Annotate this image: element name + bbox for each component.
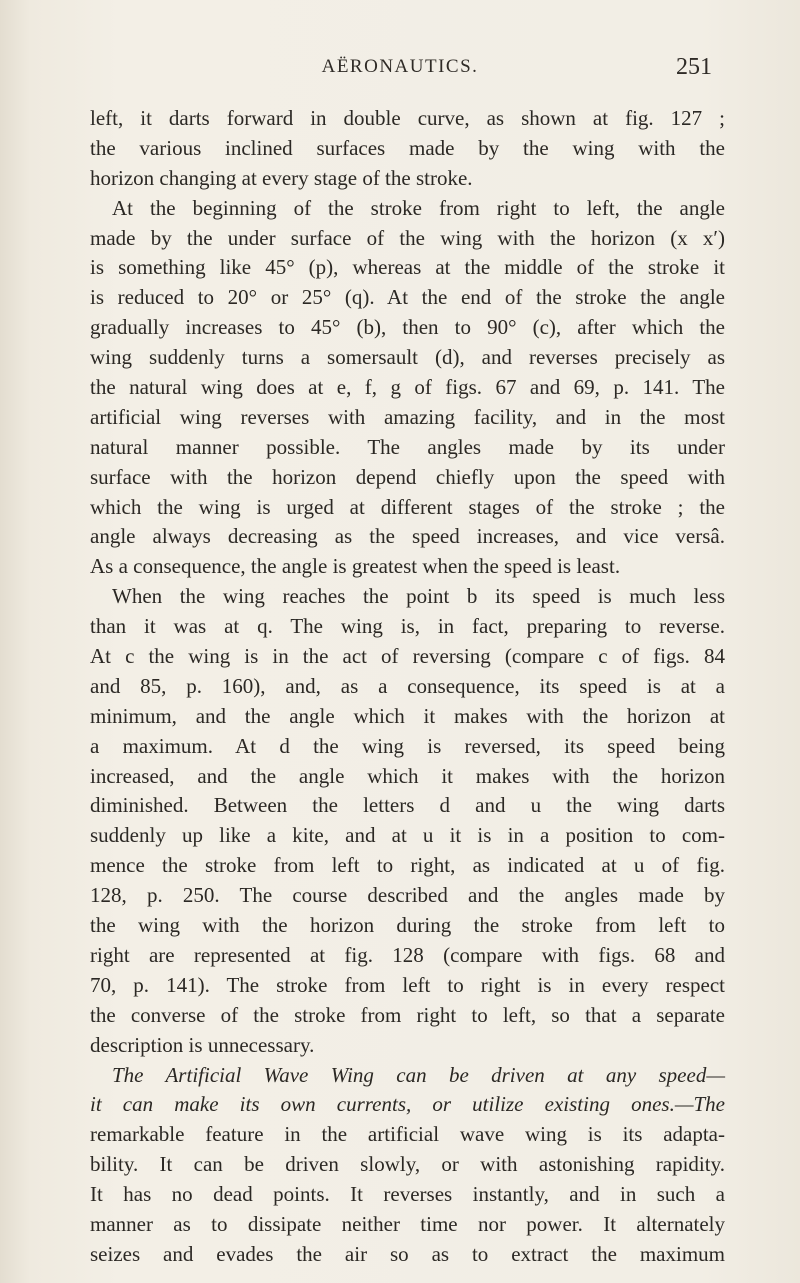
text-line: mence the stroke from left to right, as indicated at u of fig.	[90, 853, 725, 878]
text-line: suddenly up like a kite, and at u it is in a position to com-	[90, 823, 725, 848]
text-line: diminished. Between the letters d and u the wing darts	[90, 793, 725, 818]
text-line: a maximum. At d the wing is reversed, its speed being	[90, 733, 725, 758]
text-line: surface with the horizon depend chiefly upon the speed with	[90, 464, 725, 489]
text-line: 128, p. 250. The course described and the angles made by	[90, 883, 725, 908]
page-header	[0, 56, 800, 86]
text-line: is reduced to 20° or 25° (q). At the end of the stroke the angle	[90, 285, 725, 310]
running-title: AËRONAUTICS.	[321, 56, 479, 77]
text-line: made by the under surface of the wing with the horizon (x x′)	[90, 225, 725, 250]
text-line: increased, and the angle which it makes with the horizon	[90, 763, 725, 788]
section-heading-line: The Artificial Wave Wing can be driven at any speed—	[112, 1062, 725, 1087]
text-line: the converse of the stroke from right to left, so that a separate	[90, 1002, 725, 1027]
text-line: angle always decreasing as the speed increases, and vice versâ.	[90, 524, 725, 549]
text-line: the wing with the horizon during the stroke from left to	[90, 913, 725, 938]
text-line: gradually increases to 45° (b), then to 90° (c), after which the	[90, 315, 725, 340]
paragraph-start-line: At the beginning of the stroke from right to left, the angle	[112, 195, 725, 220]
text-line: left, it darts forward in double curve, as shown at fig. 127 ;	[90, 106, 725, 130]
text-line: wing suddenly turns a somersault (d), and reverses precisely as	[90, 345, 725, 370]
text-line: description is unnecessary.	[90, 1032, 315, 1057]
page-number: 251	[676, 54, 712, 80]
text-line: 70, p. 141). The stroke from left to right is in every respect	[90, 972, 725, 997]
text-line: the various inclined surfaces made by the wing with the	[90, 135, 725, 160]
text-line: bility. It can be driven slowly, or with astonishing rapidity.	[90, 1152, 725, 1177]
text-line: seizes and evades the air so as to extract the maximum	[90, 1241, 725, 1266]
text-line: right are represented at fig. 128 (compare with figs. 68 and	[90, 942, 725, 967]
text-line: the natural wing does at e, f, g of figs. 67 and 69, p. 141. The	[90, 375, 725, 400]
text-line: As a consequence, the angle is greatest when the speed is least.	[90, 554, 621, 579]
text-line: It has no dead points. It reverses instantly, and in such a	[90, 1182, 725, 1207]
text-line: remarkable feature in the artificial wave wing is its adapta-	[90, 1122, 725, 1147]
text-line: is something like 45° (p), whereas at the middle of the stroke it	[90, 255, 725, 280]
text-line: At c the wing is in the act of reversing (compare c of figs. 84	[90, 644, 725, 669]
section-heading-line: it can make its own currents, or utilize existing ones.—The	[90, 1092, 725, 1117]
text-line: manner as to dissipate neither time nor power. It alternately	[90, 1211, 725, 1236]
text-line: which the wing is urged at different stages of the stroke ; the	[90, 494, 725, 519]
text-line: than it was at q. The wing is, in fact, preparing to reverse.	[90, 614, 725, 639]
text-line: and 85, p. 160), and, as a consequence, its speed is at a	[90, 673, 725, 698]
text-line: horizon changing at every stage of the stroke.	[90, 165, 473, 190]
text-line: minimum, and the angle which it makes with the horizon at	[90, 703, 725, 728]
text-line: artificial wing reverses with amazing facility, and in the most	[90, 404, 725, 429]
text-line: natural manner possible. The angles made by its under	[90, 434, 725, 459]
paragraph-start-line: When the wing reaches the point b its speed is much less	[112, 584, 725, 609]
body-text	[90, 104, 725, 1270]
